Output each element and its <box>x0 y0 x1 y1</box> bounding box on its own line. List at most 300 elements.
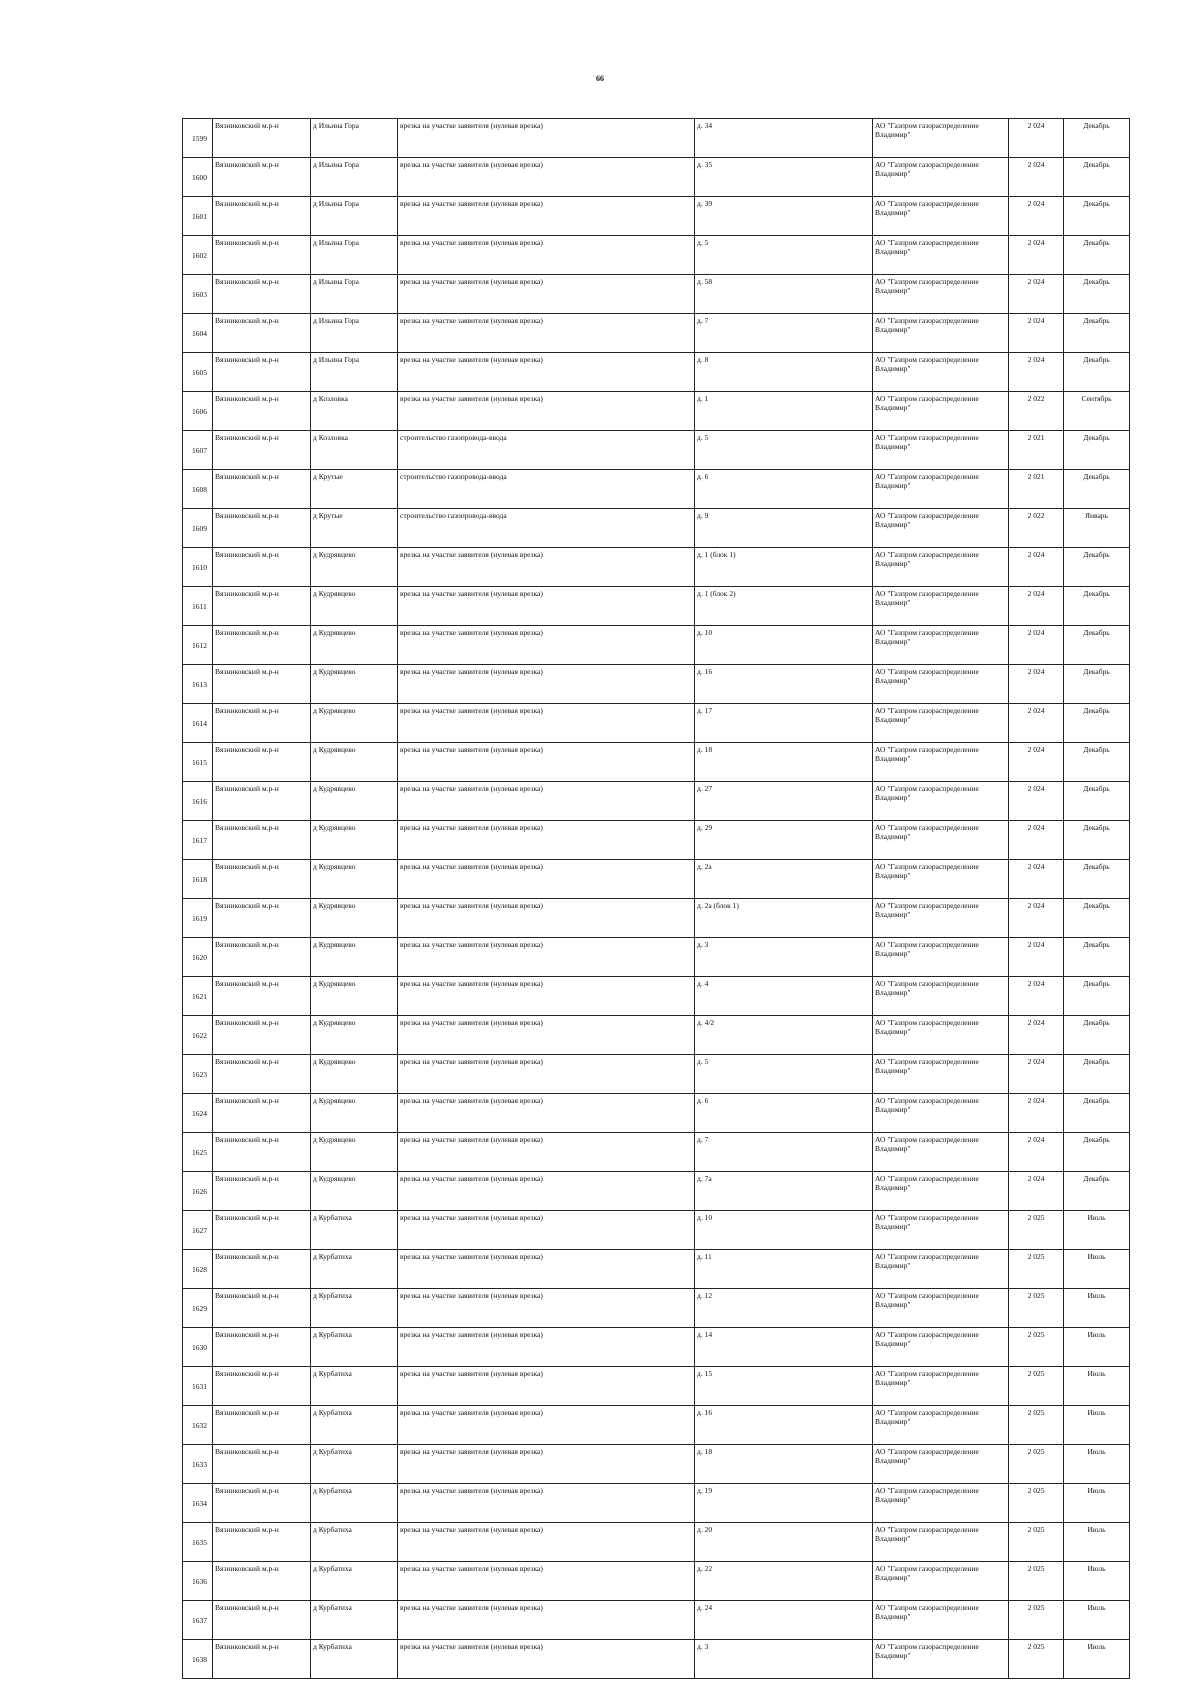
organization-cell: АО "Газпром газораспределение Владимир" <box>873 1211 1009 1250</box>
month-cell: Июль <box>1064 1406 1130 1445</box>
table-row <box>183 626 1130 665</box>
organization-cell: АО "Газпром газораспределение Владимир" <box>873 392 1009 431</box>
work-type-cell: врезка на участке заявителя (нулевая врезка) <box>398 1250 695 1289</box>
row-number: 1600 <box>183 158 213 197</box>
row-number: 1612 <box>183 626 213 665</box>
table-row <box>183 1094 1130 1133</box>
district-cell: Вязниковский м.р-н <box>213 353 311 392</box>
district-cell: Вязниковский м.р-н <box>213 1250 311 1289</box>
locality-cell: д Ильина Гора <box>311 197 398 236</box>
month-cell: Декабрь <box>1064 1133 1130 1172</box>
work-type-cell: врезка на участке заявителя (нулевая врезка) <box>398 1523 695 1562</box>
organization-cell: АО "Газпром газораспределение Владимир" <box>873 1484 1009 1523</box>
row-number: 1634 <box>183 1484 213 1523</box>
table-row <box>183 236 1130 275</box>
locality-cell: д Кудрявцево <box>311 626 398 665</box>
locality-cell: д Ильина Гора <box>311 275 398 314</box>
row-number: 1606 <box>183 392 213 431</box>
locality-cell: д Курбатиха <box>311 1523 398 1562</box>
house-number-cell: д. 6 <box>695 1094 873 1133</box>
table-row <box>183 197 1130 236</box>
district-cell: Вязниковский м.р-н <box>213 782 311 821</box>
house-number-cell: д. 4 <box>695 977 873 1016</box>
table-row <box>183 1601 1130 1640</box>
district-cell: Вязниковский м.р-н <box>213 158 311 197</box>
month-cell: Декабрь <box>1064 431 1130 470</box>
year-cell: 2 025 <box>1009 1640 1064 1679</box>
house-number-cell: д. 2а (блок 1) <box>695 899 873 938</box>
house-number-cell: д. 15 <box>695 1367 873 1406</box>
row-number: 1611 <box>183 587 213 626</box>
year-cell: 2 024 <box>1009 587 1064 626</box>
work-type-cell: врезка на участке заявителя (нулевая врезка) <box>398 236 695 275</box>
month-cell: Декабрь <box>1064 587 1130 626</box>
organization-cell: АО "Газпром газораспределение Владимир" <box>873 821 1009 860</box>
year-cell: 2 022 <box>1009 392 1064 431</box>
table-row <box>183 743 1130 782</box>
work-type-cell: врезка на участке заявителя (нулевая врезка) <box>398 899 695 938</box>
organization-cell: АО "Газпром газораспределение Владимир" <box>873 509 1009 548</box>
month-cell: Декабрь <box>1064 548 1130 587</box>
house-number-cell: д. 1 <box>695 392 873 431</box>
district-cell: Вязниковский м.р-н <box>213 431 311 470</box>
table-row <box>183 275 1130 314</box>
month-cell: Июль <box>1064 1250 1130 1289</box>
work-type-cell: врезка на участке заявителя (нулевая врезка) <box>398 938 695 977</box>
year-cell: 2 024 <box>1009 314 1064 353</box>
work-type-cell: врезка на участке заявителя (нулевая врезка) <box>398 353 695 392</box>
district-cell: Вязниковский м.р-н <box>213 1094 311 1133</box>
table-row <box>183 899 1130 938</box>
table-row <box>183 1367 1130 1406</box>
work-type-cell: врезка на участке заявителя (нулевая врезка) <box>398 1328 695 1367</box>
district-cell: Вязниковский м.р-н <box>213 1640 311 1679</box>
table-row <box>183 1523 1130 1562</box>
row-number: 1604 <box>183 314 213 353</box>
work-type-cell: врезка на участке заявителя (нулевая врезка) <box>398 1172 695 1211</box>
district-cell: Вязниковский м.р-н <box>213 548 311 587</box>
row-number: 1627 <box>183 1211 213 1250</box>
organization-cell: АО "Газпром газораспределение Владимир" <box>873 236 1009 275</box>
table-row <box>183 977 1130 1016</box>
locality-cell: д Ильина Гора <box>311 353 398 392</box>
house-number-cell: д. 58 <box>695 275 873 314</box>
month-cell: Декабрь <box>1064 782 1130 821</box>
row-number: 1629 <box>183 1289 213 1328</box>
row-number: 1599 <box>183 119 213 158</box>
work-type-cell: врезка на участке заявителя (нулевая врезка) <box>398 1640 695 1679</box>
table-row <box>183 431 1130 470</box>
organization-cell: АО "Газпром газораспределение Владимир" <box>873 899 1009 938</box>
table-row <box>183 1640 1130 1679</box>
locality-cell: д Козловка <box>311 392 398 431</box>
row-number: 1632 <box>183 1406 213 1445</box>
district-cell: Вязниковский м.р-н <box>213 1367 311 1406</box>
organization-cell: АО "Газпром газораспределение Владимир" <box>873 431 1009 470</box>
month-cell: Январь <box>1064 509 1130 548</box>
table-row <box>183 1250 1130 1289</box>
year-cell: 2 024 <box>1009 899 1064 938</box>
district-cell: Вязниковский м.р-н <box>213 665 311 704</box>
month-cell: Декабрь <box>1064 1016 1130 1055</box>
house-number-cell: д. 2а <box>695 860 873 899</box>
house-number-cell: д. 8 <box>695 353 873 392</box>
month-cell: Декабрь <box>1064 977 1130 1016</box>
year-cell: 2 024 <box>1009 548 1064 587</box>
organization-cell: АО "Газпром газораспределение Владимир" <box>873 548 1009 587</box>
table-row <box>183 1406 1130 1445</box>
month-cell: Декабрь <box>1064 1172 1130 1211</box>
district-cell: Вязниковский м.р-н <box>213 1445 311 1484</box>
house-number-cell: д. 6 <box>695 470 873 509</box>
organization-cell: АО "Газпром газораспределение Владимир" <box>873 353 1009 392</box>
work-type-cell: врезка на участке заявителя (нулевая врезка) <box>398 1406 695 1445</box>
row-number: 1631 <box>183 1367 213 1406</box>
year-cell: 2 025 <box>1009 1367 1064 1406</box>
year-cell: 2 024 <box>1009 938 1064 977</box>
locality-cell: д Курбатиха <box>311 1445 398 1484</box>
locality-cell: д Кудрявцево <box>311 1094 398 1133</box>
work-type-cell: врезка на участке заявителя (нулевая врезка) <box>398 1055 695 1094</box>
work-type-cell: строительство газопровода-ввода <box>398 431 695 470</box>
row-number: 1616 <box>183 782 213 821</box>
house-number-cell: д. 7 <box>695 314 873 353</box>
table-row <box>183 1211 1130 1250</box>
row-number: 1609 <box>183 509 213 548</box>
locality-cell: д Крутые <box>311 470 398 509</box>
work-type-cell: врезка на участке заявителя (нулевая врезка) <box>398 158 695 197</box>
year-cell: 2 025 <box>1009 1523 1064 1562</box>
district-cell: Вязниковский м.р-н <box>213 860 311 899</box>
month-cell: Декабрь <box>1064 158 1130 197</box>
month-cell: Декабрь <box>1064 314 1130 353</box>
work-type-cell: врезка на участке заявителя (нулевая врезка) <box>398 1133 695 1172</box>
organization-cell: АО "Газпром газораспределение Владимир" <box>873 665 1009 704</box>
row-number: 1620 <box>183 938 213 977</box>
district-cell: Вязниковский м.р-н <box>213 236 311 275</box>
house-number-cell: д. 19 <box>695 1484 873 1523</box>
month-cell: Июль <box>1064 1484 1130 1523</box>
month-cell: Декабрь <box>1064 938 1130 977</box>
year-cell: 2 024 <box>1009 119 1064 158</box>
work-type-cell: врезка на участке заявителя (нулевая врезка) <box>398 197 695 236</box>
house-number-cell: д. 3 <box>695 938 873 977</box>
district-cell: Вязниковский м.р-н <box>213 1016 311 1055</box>
locality-cell: д Крутые <box>311 509 398 548</box>
district-cell: Вязниковский м.р-н <box>213 197 311 236</box>
year-cell: 2 025 <box>1009 1484 1064 1523</box>
organization-cell: АО "Газпром газораспределение Владимир" <box>873 119 1009 158</box>
organization-cell: АО "Газпром газораспределение Владимир" <box>873 743 1009 782</box>
house-number-cell: д. 3 <box>695 1640 873 1679</box>
work-type-cell: врезка на участке заявителя (нулевая врезка) <box>398 314 695 353</box>
work-type-cell: врезка на участке заявителя (нулевая врезка) <box>398 1484 695 1523</box>
table-row <box>183 821 1130 860</box>
month-cell: Июль <box>1064 1211 1130 1250</box>
month-cell: Июль <box>1064 1601 1130 1640</box>
month-cell: Декабрь <box>1064 353 1130 392</box>
table-row <box>183 782 1130 821</box>
house-number-cell: д. 11 <box>695 1250 873 1289</box>
house-number-cell: д. 7 <box>695 1133 873 1172</box>
locality-cell: д Кудрявцево <box>311 743 398 782</box>
month-cell: Декабрь <box>1064 899 1130 938</box>
row-number: 1633 <box>183 1445 213 1484</box>
row-number: 1608 <box>183 470 213 509</box>
district-cell: Вязниковский м.р-н <box>213 821 311 860</box>
year-cell: 2 025 <box>1009 1562 1064 1601</box>
locality-cell: д Кудрявцево <box>311 548 398 587</box>
month-cell: Декабрь <box>1064 665 1130 704</box>
work-type-cell: врезка на участке заявителя (нулевая врезка) <box>398 626 695 665</box>
house-number-cell: д. 14 <box>695 1328 873 1367</box>
work-type-cell: врезка на участке заявителя (нулевая врезка) <box>398 821 695 860</box>
locality-cell: д Курбатиха <box>311 1406 398 1445</box>
year-cell: 2 024 <box>1009 1094 1064 1133</box>
month-cell: Декабрь <box>1064 626 1130 665</box>
organization-cell: АО "Газпром газораспределение Владимир" <box>873 1523 1009 1562</box>
work-type-cell: врезка на участке заявителя (нулевая врезка) <box>398 275 695 314</box>
house-number-cell: д. 16 <box>695 665 873 704</box>
organization-cell: АО "Газпром газораспределение Владимир" <box>873 1406 1009 1445</box>
month-cell: Декабрь <box>1064 1055 1130 1094</box>
house-number-cell: д. 9 <box>695 509 873 548</box>
month-cell: Июль <box>1064 1523 1130 1562</box>
row-number: 1636 <box>183 1562 213 1601</box>
house-number-cell: д. 4/2 <box>695 1016 873 1055</box>
month-cell: Декабрь <box>1064 704 1130 743</box>
table-row <box>183 665 1130 704</box>
table-row <box>183 548 1130 587</box>
locality-cell: д Курбатиха <box>311 1289 398 1328</box>
locality-cell: д Кудрявцево <box>311 782 398 821</box>
work-type-cell: врезка на участке заявителя (нулевая врезка) <box>398 1211 695 1250</box>
work-type-cell: врезка на участке заявителя (нулевая врезка) <box>398 1094 695 1133</box>
organization-cell: АО "Газпром газораспределение Владимир" <box>873 860 1009 899</box>
locality-cell: д Кудрявцево <box>311 1172 398 1211</box>
table-row <box>183 314 1130 353</box>
organization-cell: АО "Газпром газораспределение Владимир" <box>873 1601 1009 1640</box>
work-type-cell: строительство газопровода-ввода <box>398 509 695 548</box>
locality-cell: д Кудрявцево <box>311 1016 398 1055</box>
table-row <box>183 353 1130 392</box>
district-cell: Вязниковский м.р-н <box>213 1601 311 1640</box>
district-cell: Вязниковский м.р-н <box>213 977 311 1016</box>
district-cell: Вязниковский м.р-н <box>213 509 311 548</box>
month-cell: Декабрь <box>1064 1094 1130 1133</box>
district-cell: Вязниковский м.р-н <box>213 119 311 158</box>
row-number: 1607 <box>183 431 213 470</box>
table-row <box>183 1289 1130 1328</box>
district-cell: Вязниковский м.р-н <box>213 392 311 431</box>
organization-cell: АО "Газпром газораспределение Владимир" <box>873 470 1009 509</box>
year-cell: 2 024 <box>1009 860 1064 899</box>
district-cell: Вязниковский м.р-н <box>213 743 311 782</box>
row-number: 1630 <box>183 1328 213 1367</box>
row-number: 1622 <box>183 1016 213 1055</box>
row-number: 1628 <box>183 1250 213 1289</box>
row-number: 1610 <box>183 548 213 587</box>
year-cell: 2 024 <box>1009 197 1064 236</box>
district-cell: Вязниковский м.р-н <box>213 1562 311 1601</box>
district-cell: Вязниковский м.р-н <box>213 1406 311 1445</box>
organization-cell: АО "Газпром газораспределение Владимир" <box>873 1133 1009 1172</box>
year-cell: 2 024 <box>1009 1016 1064 1055</box>
year-cell: 2 022 <box>1009 509 1064 548</box>
year-cell: 2 024 <box>1009 782 1064 821</box>
row-number: 1621 <box>183 977 213 1016</box>
district-cell: Вязниковский м.р-н <box>213 938 311 977</box>
organization-cell: АО "Газпром газораспределение Владимир" <box>873 1172 1009 1211</box>
page-number: 66 <box>596 74 604 83</box>
organization-cell: АО "Газпром газораспределение Владимир" <box>873 1445 1009 1484</box>
locality-cell: д Курбатиха <box>311 1328 398 1367</box>
table-row <box>183 509 1130 548</box>
house-number-cell: д. 5 <box>695 1055 873 1094</box>
district-cell: Вязниковский м.р-н <box>213 587 311 626</box>
year-cell: 2 024 <box>1009 704 1064 743</box>
house-number-cell: д. 29 <box>695 821 873 860</box>
house-number-cell: д. 5 <box>695 236 873 275</box>
organization-cell: АО "Газпром газораспределение Владимир" <box>873 1367 1009 1406</box>
month-cell: Июль <box>1064 1445 1130 1484</box>
table-row <box>183 158 1130 197</box>
house-number-cell: д. 12 <box>695 1289 873 1328</box>
organization-cell: АО "Газпром газораспределение Владимир" <box>873 1640 1009 1679</box>
month-cell: Декабрь <box>1064 470 1130 509</box>
locality-cell: д Кудрявцево <box>311 977 398 1016</box>
organization-cell: АО "Газпром газораспределение Владимир" <box>873 1094 1009 1133</box>
organization-cell: АО "Газпром газораспределение Владимир" <box>873 938 1009 977</box>
row-number: 1618 <box>183 860 213 899</box>
year-cell: 2 024 <box>1009 626 1064 665</box>
table-row <box>183 1016 1130 1055</box>
district-cell: Вязниковский м.р-н <box>213 1484 311 1523</box>
work-type-cell: врезка на участке заявителя (нулевая врезка) <box>398 1445 695 1484</box>
locality-cell: д Курбатиха <box>311 1562 398 1601</box>
month-cell: Декабрь <box>1064 119 1130 158</box>
locality-cell: д Ильина Гора <box>311 158 398 197</box>
table-row <box>183 1055 1130 1094</box>
district-cell: Вязниковский м.р-н <box>213 1523 311 1562</box>
locality-cell: д Курбатиха <box>311 1250 398 1289</box>
organization-cell: АО "Газпром газораспределение Владимир" <box>873 314 1009 353</box>
work-type-cell: врезка на участке заявителя (нулевая врезка) <box>398 1367 695 1406</box>
month-cell: Июль <box>1064 1289 1130 1328</box>
month-cell: Сентябрь <box>1064 392 1130 431</box>
locality-cell: д Ильина Гора <box>311 236 398 275</box>
month-cell: Декабрь <box>1064 821 1130 860</box>
organization-cell: АО "Газпром газораспределение Владимир" <box>873 977 1009 1016</box>
row-number: 1635 <box>183 1523 213 1562</box>
table-row <box>183 1562 1130 1601</box>
organization-cell: АО "Газпром газораспределение Владимир" <box>873 197 1009 236</box>
house-number-cell: д. 39 <box>695 197 873 236</box>
table-row <box>183 470 1130 509</box>
year-cell: 2 024 <box>1009 1055 1064 1094</box>
house-number-cell: д. 7а <box>695 1172 873 1211</box>
work-type-cell: врезка на участке заявителя (нулевая врезка) <box>398 1601 695 1640</box>
district-cell: Вязниковский м.р-н <box>213 899 311 938</box>
month-cell: Декабрь <box>1064 860 1130 899</box>
work-type-cell: врезка на участке заявителя (нулевая врезка) <box>398 587 695 626</box>
row-number: 1614 <box>183 704 213 743</box>
table-row <box>183 119 1130 158</box>
district-cell: Вязниковский м.р-н <box>213 1133 311 1172</box>
district-cell: Вязниковский м.р-н <box>213 1172 311 1211</box>
year-cell: 2 024 <box>1009 977 1064 1016</box>
table-row <box>183 1172 1130 1211</box>
house-number-cell: д. 35 <box>695 158 873 197</box>
work-type-cell: врезка на участке заявителя (нулевая врезка) <box>398 704 695 743</box>
row-number: 1601 <box>183 197 213 236</box>
row-number: 1613 <box>183 665 213 704</box>
table-row <box>183 1445 1130 1484</box>
work-type-cell: врезка на участке заявителя (нулевая врезка) <box>398 665 695 704</box>
work-type-cell: врезка на участке заявителя (нулевая врезка) <box>398 392 695 431</box>
house-number-cell: д. 1 (блок 2) <box>695 587 873 626</box>
district-cell: Вязниковский м.р-н <box>213 1055 311 1094</box>
locality-cell: д Кудрявцево <box>311 1055 398 1094</box>
table-row <box>183 1328 1130 1367</box>
year-cell: 2 024 <box>1009 158 1064 197</box>
year-cell: 2 024 <box>1009 275 1064 314</box>
organization-cell: АО "Газпром газораспределение Владимир" <box>873 275 1009 314</box>
year-cell: 2 025 <box>1009 1601 1064 1640</box>
year-cell: 2 025 <box>1009 1445 1064 1484</box>
organization-cell: АО "Газпром газораспределение Владимир" <box>873 1016 1009 1055</box>
district-cell: Вязниковский м.р-н <box>213 1289 311 1328</box>
work-type-cell: врезка на участке заявителя (нулевая врезка) <box>398 1562 695 1601</box>
house-number-cell: д. 5 <box>695 431 873 470</box>
locality-cell: д Курбатиха <box>311 1367 398 1406</box>
work-type-cell: врезка на участке заявителя (нулевая врезка) <box>398 860 695 899</box>
house-number-cell: д. 10 <box>695 626 873 665</box>
district-cell: Вязниковский м.р-н <box>213 275 311 314</box>
house-number-cell: д. 18 <box>695 743 873 782</box>
row-number: 1603 <box>183 275 213 314</box>
organization-cell: АО "Газпром газораспределение Владимир" <box>873 1055 1009 1094</box>
year-cell: 2 025 <box>1009 1211 1064 1250</box>
row-number: 1617 <box>183 821 213 860</box>
locality-cell: д Курбатиха <box>311 1601 398 1640</box>
locality-cell: д Кудрявцево <box>311 665 398 704</box>
locality-cell: д Курбатиха <box>311 1484 398 1523</box>
house-number-cell: д. 22 <box>695 1562 873 1601</box>
house-number-cell: д. 1 (блок 1) <box>695 548 873 587</box>
gasification-schedule-table <box>182 118 1130 1679</box>
locality-cell: д Кудрявцево <box>311 899 398 938</box>
district-cell: Вязниковский м.р-н <box>213 314 311 353</box>
year-cell: 2 025 <box>1009 1289 1064 1328</box>
work-type-cell: врезка на участке заявителя (нулевая врезка) <box>398 1016 695 1055</box>
year-cell: 2 021 <box>1009 470 1064 509</box>
year-cell: 2 024 <box>1009 353 1064 392</box>
year-cell: 2 024 <box>1009 236 1064 275</box>
month-cell: Июль <box>1064 1640 1130 1679</box>
table-row <box>183 704 1130 743</box>
work-type-cell: врезка на участке заявителя (нулевая врезка) <box>398 548 695 587</box>
work-type-cell: врезка на участке заявителя (нулевая врезка) <box>398 743 695 782</box>
house-number-cell: д. 34 <box>695 119 873 158</box>
year-cell: 2 025 <box>1009 1250 1064 1289</box>
house-number-cell: д. 17 <box>695 704 873 743</box>
month-cell: Декабрь <box>1064 275 1130 314</box>
locality-cell: д Кудрявцево <box>311 587 398 626</box>
row-number: 1637 <box>183 1601 213 1640</box>
month-cell: Июль <box>1064 1562 1130 1601</box>
locality-cell: д Кудрявцево <box>311 821 398 860</box>
